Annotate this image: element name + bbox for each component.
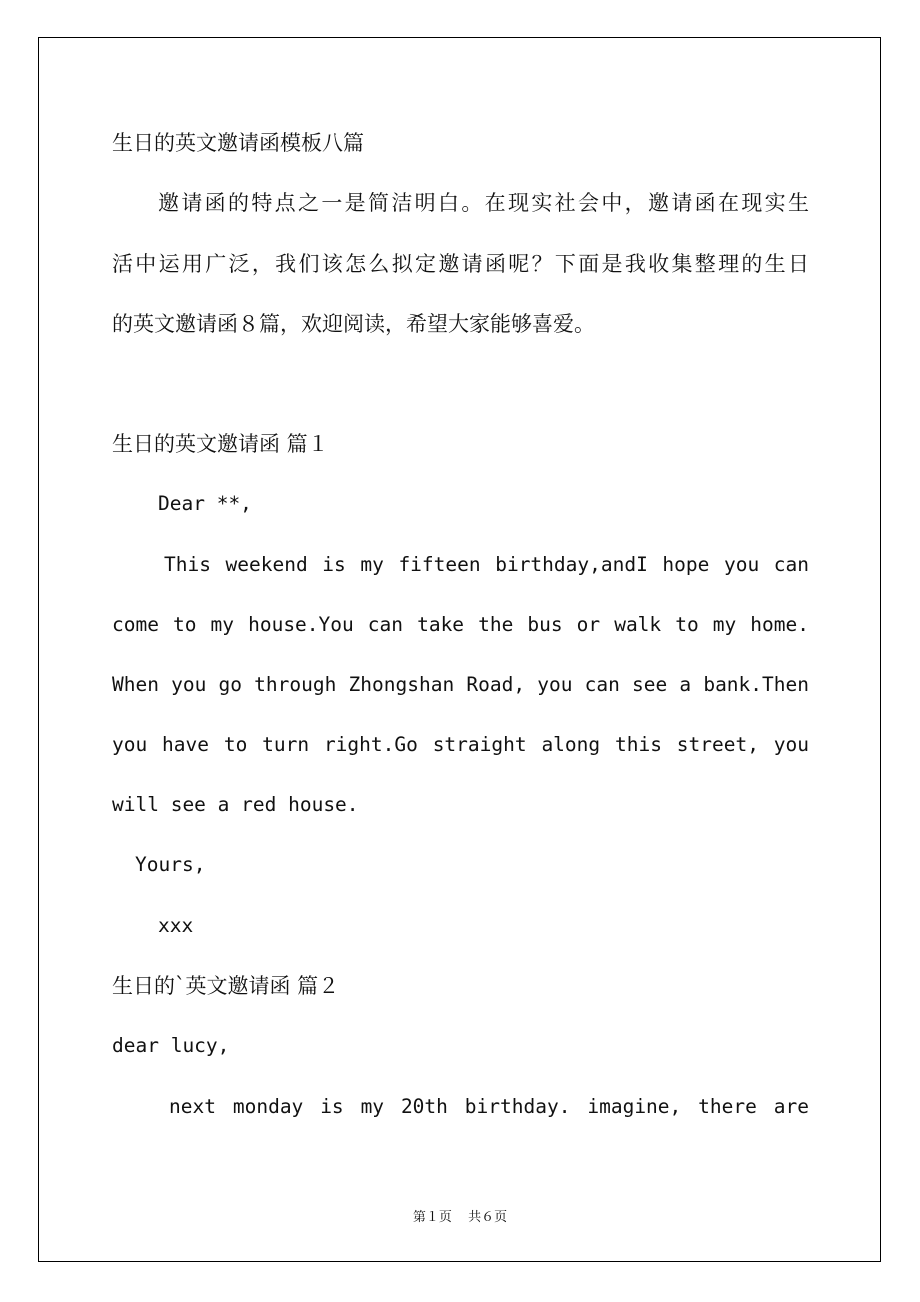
section-1-body-line-4: you have to turn right.Go straight along this street, you [112, 733, 809, 756]
page-border [38, 37, 881, 1262]
section-2-heading: 生日的`英文邀请函 篇２ [112, 974, 340, 998]
section-1-body-line-2: come to my house.You can take the bus or walk to my home. [112, 613, 809, 636]
section-2-greeting: dear lucy, [112, 1034, 230, 1057]
intro-line-1: 邀请函的特点之一是简洁明白。在现实社会中，邀请函在现实生 [158, 191, 809, 215]
intro-line-2: 活中运用广泛，我们该怎么拟定邀请函呢？下面是我收集整理的生日 [112, 252, 809, 276]
section-1-body-line-3: When you go through Zhongshan Road, you can see a bank.Then [112, 673, 809, 696]
section-1-body-line-1: This weekend is my fifteen birthday,andI hope you can [164, 553, 809, 576]
page-total: 共６页 [468, 1210, 508, 1225]
section-1-closing: Yours, [135, 853, 206, 876]
page-footer [0, 1206, 920, 1225]
section-1-body-line-5: will see a red house. [112, 793, 359, 816]
intro-line-3: 的英文邀请函８篇，欢迎阅读，希望大家能够喜爱。 [112, 312, 595, 336]
section-1-signature: xxx [158, 914, 194, 937]
page-number: 第１页 [412, 1210, 452, 1225]
document-title: 生日的英文邀请函模板八篇 [112, 131, 364, 155]
section-1-greeting: Dear **, [158, 492, 252, 515]
section-2-body-line-1: next monday is my 20th birthday. imagine, there are [169, 1095, 809, 1118]
section-1-heading: 生日的英文邀请函 篇１ [112, 432, 329, 456]
